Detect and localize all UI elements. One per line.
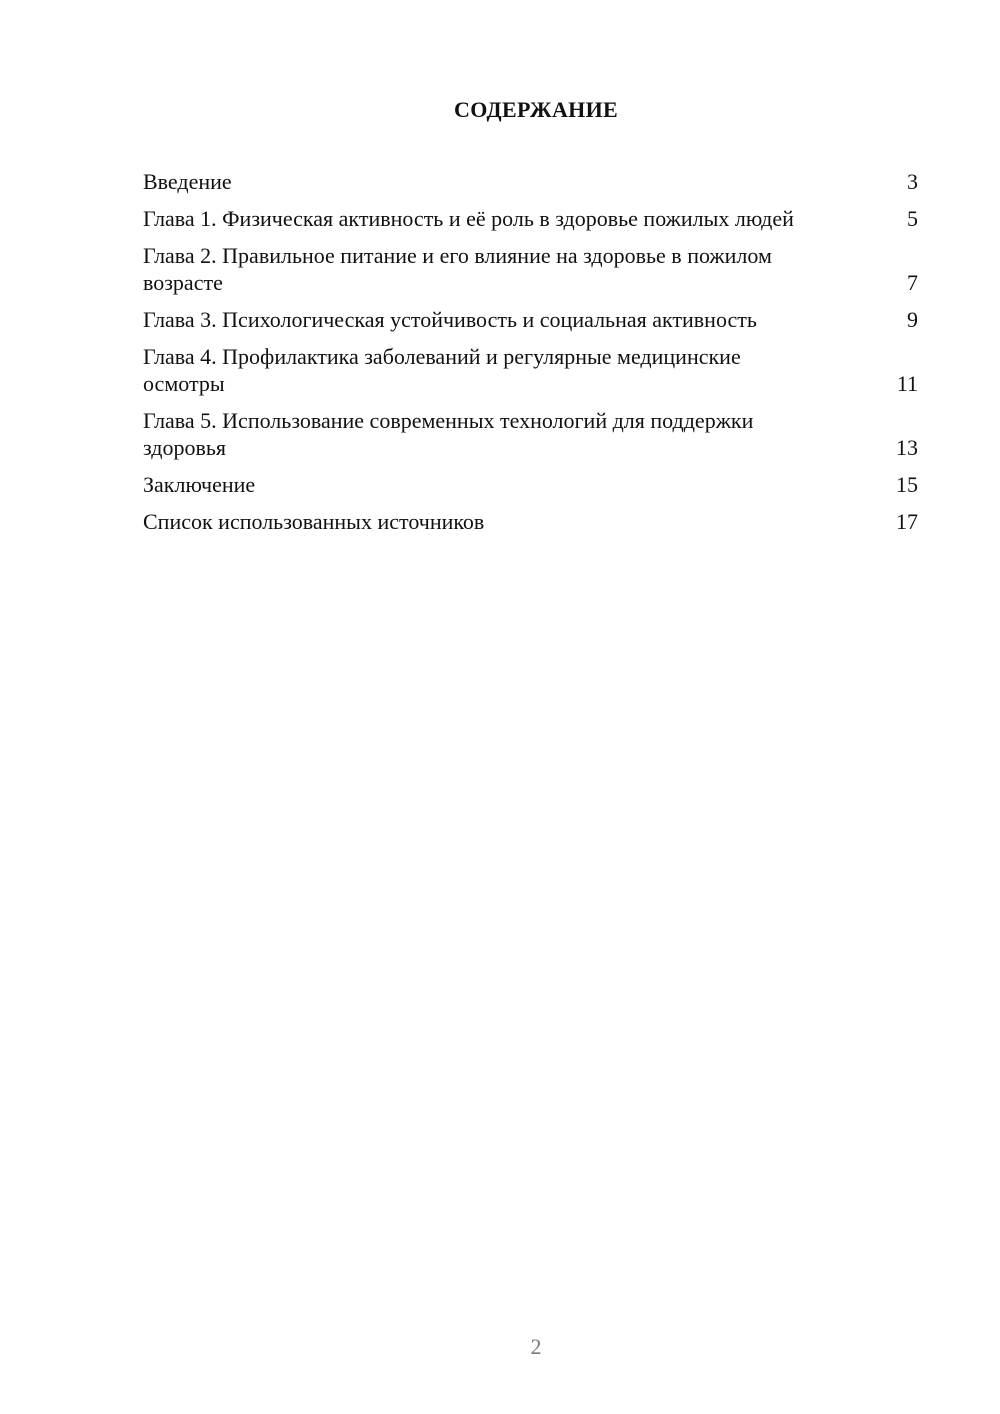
toc-entry-chapter-1 [143, 205, 918, 232]
toc-entry-conclusion [143, 471, 918, 498]
toc-entry-text: Заключение [143, 472, 256, 497]
toc-entry-text: Глава 1. Физическая активность и её роль в здоровье пожилых людей [143, 206, 794, 231]
toc-entry-page: 7 [907, 270, 918, 295]
toc-entry-page: 13 [896, 435, 918, 460]
toc-entry-page: 17 [896, 509, 918, 534]
toc-entry-chapter-4 [143, 343, 918, 397]
toc-entry-chapter-5 [143, 407, 918, 461]
toc-entry-text: Список использованных источников [143, 509, 485, 534]
toc-entry-chapter-3 [143, 306, 918, 333]
toc-entry-page: 5 [907, 206, 918, 231]
toc-entry-page: 9 [907, 307, 918, 332]
toc-entry-text: Глава 2. Правильное питание и его влияние на здоровье в пожилом возрасте [143, 243, 772, 295]
table-of-contents [143, 168, 918, 545]
toc-entry-text: Глава 4. Профилактика заболеваний и регулярные медицинские осмотры [143, 344, 741, 396]
toc-entry-text: Глава 5. Использование современных технологий для поддержки здоровья [143, 408, 754, 460]
toc-entry-page: 3 [907, 169, 918, 194]
toc-entry-chapter-2 [143, 242, 918, 296]
page-title: СОДЕРЖАНИЕ [454, 97, 618, 122]
toc-entry-references [143, 508, 918, 535]
page-number: 2 [530, 1334, 542, 1359]
toc-entry-page: 11 [896, 371, 918, 396]
toc-entry-text: Введение [143, 169, 232, 194]
toc-entry-text: Глава 3. Психологическая устойчивость и социальная активность [143, 307, 757, 332]
toc-entry-introduction [143, 168, 918, 195]
toc-entry-page: 15 [896, 472, 918, 497]
